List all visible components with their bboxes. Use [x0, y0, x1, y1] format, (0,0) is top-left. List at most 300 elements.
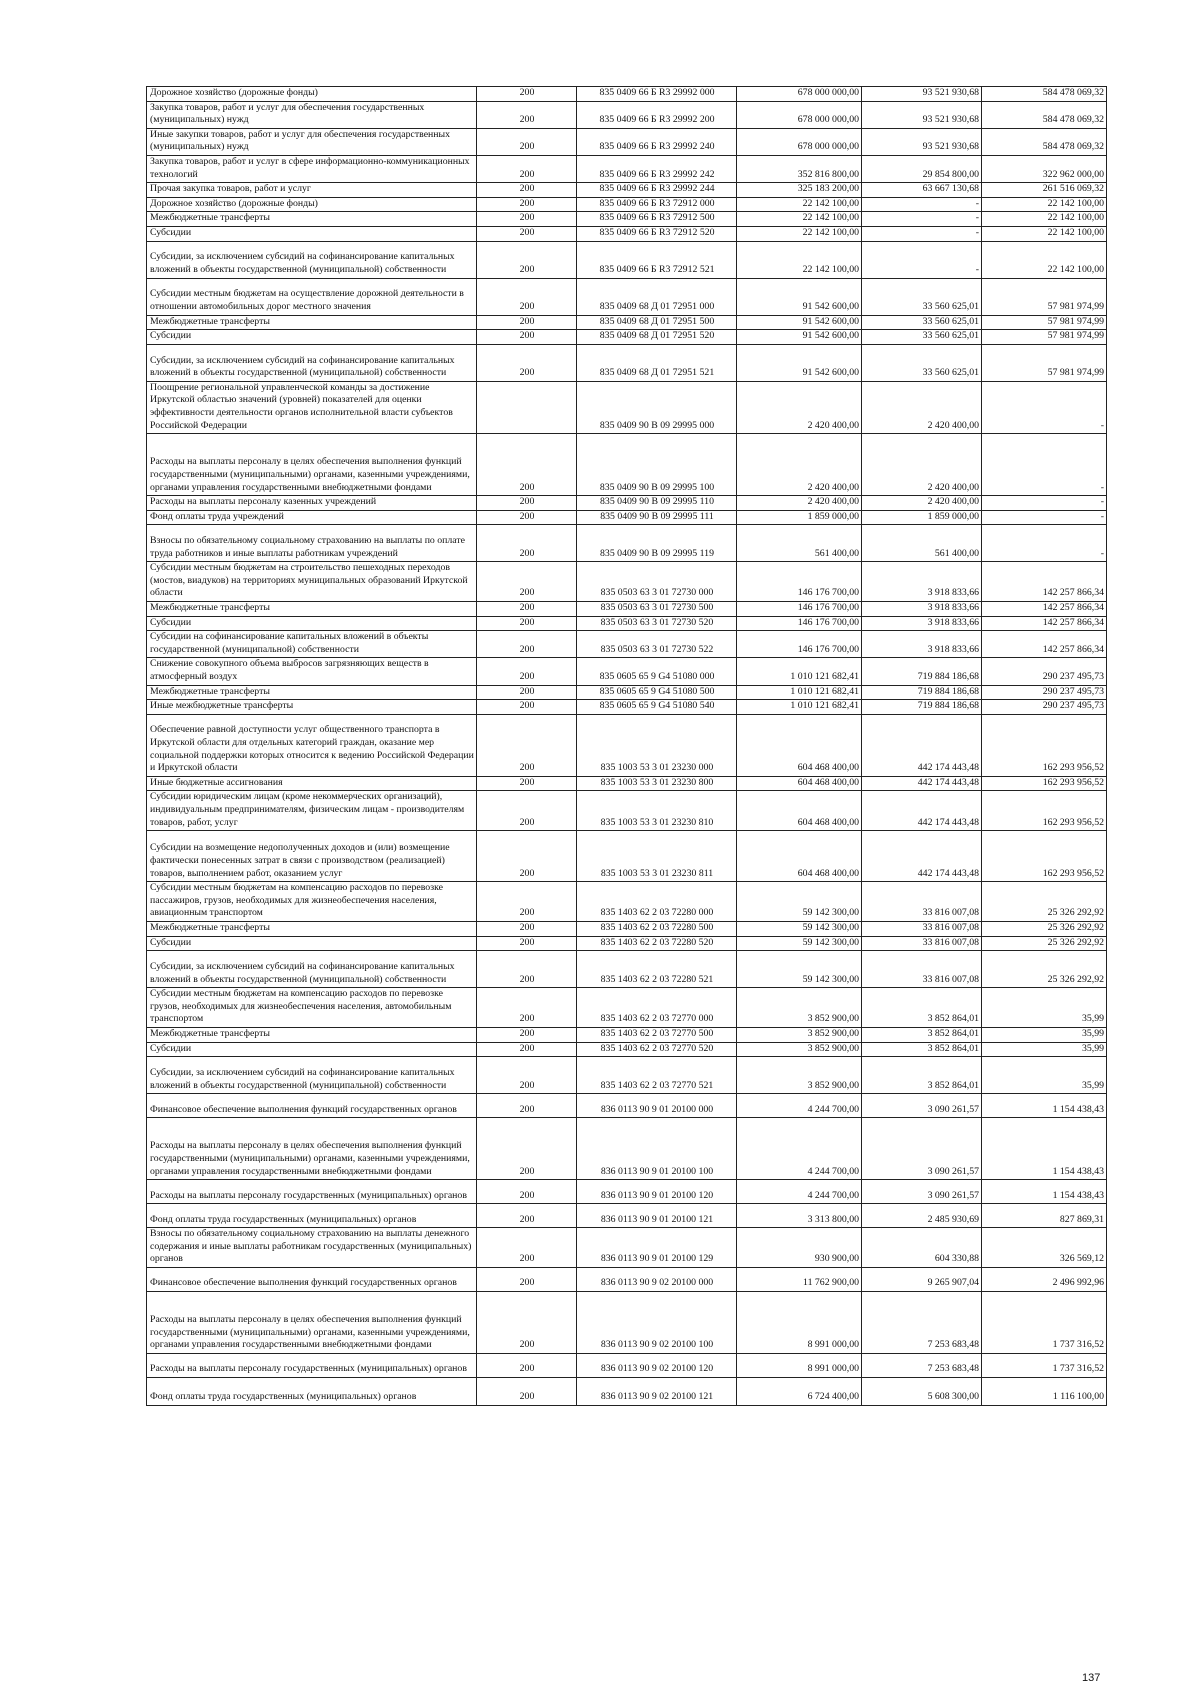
row-status-code: 200: [477, 631, 577, 658]
row-status-code: 200: [477, 936, 577, 951]
table-row: [147, 791, 1107, 831]
table-row: [147, 1180, 1107, 1204]
row-unexecuted-amount: 162 293 956,52: [982, 831, 1107, 882]
row-name: Обеспечение равной доступности услуг общественного транспорта в Иркутской области для отдельных категорий граждан, оказание мер социальной поддержки которых относится к ведению Российской Федерации и Иркутской области: [147, 714, 477, 776]
row-unexecuted-amount: 1 154 438,43: [982, 1094, 1107, 1118]
row-executed-amount: 3 852 864,01: [862, 1057, 982, 1094]
row-approved-amount: 930 900,00: [737, 1228, 862, 1268]
table-row: [147, 1204, 1107, 1228]
table-row: [147, 1291, 1107, 1353]
table-row: [147, 988, 1107, 1028]
row-budget-classification-code: 836 0113 90 9 02 20100 121: [577, 1377, 737, 1405]
row-executed-amount: 3 918 833,66: [862, 602, 982, 617]
row-executed-amount: 33 560 625,01: [862, 315, 982, 330]
row-budget-classification-code: 835 0409 90 В 09 29995 119: [577, 525, 737, 562]
row-status-code: 200: [477, 330, 577, 345]
row-approved-amount: 146 176 700,00: [737, 562, 862, 602]
row-status-code: 200: [477, 882, 577, 922]
row-name: Межбюджетные трансферты: [147, 921, 477, 936]
table-row: [147, 936, 1107, 951]
table-row: [147, 330, 1107, 345]
table-row: [147, 525, 1107, 562]
row-approved-amount: 678 000 000,00: [737, 87, 862, 102]
row-executed-amount: 3 918 833,66: [862, 616, 982, 631]
row-name: Взносы по обязательному социальному страхованию на выплаты денежного содержания и иные выплаты работникам государственных (муниципальных) органов: [147, 1228, 477, 1268]
row-unexecuted-amount: 162 293 956,52: [982, 791, 1107, 831]
row-approved-amount: 604 468 400,00: [737, 776, 862, 791]
table-row: [147, 1027, 1107, 1042]
row-name: Расходы на выплаты персоналу казенных учреждений: [147, 496, 477, 511]
row-unexecuted-amount: 22 142 100,00: [982, 197, 1107, 212]
row-executed-amount: 5 608 300,00: [862, 1377, 982, 1405]
row-name: Снижение совокупного объема выбросов загрязняющих веществ в атмосферный воздух: [147, 658, 477, 685]
row-name: Субсидии: [147, 226, 477, 241]
row-status-code: 200: [477, 101, 577, 128]
row-budget-classification-code: 835 1403 62 2 03 72280 521: [577, 951, 737, 988]
row-unexecuted-amount: 584 478 069,32: [982, 101, 1107, 128]
row-executed-amount: 719 884 186,68: [862, 658, 982, 685]
table-row: [147, 602, 1107, 617]
row-status-code: 200: [477, 510, 577, 525]
row-unexecuted-amount: 142 257 866,34: [982, 562, 1107, 602]
row-budget-classification-code: 835 0409 66 Б R3 29992 240: [577, 128, 737, 155]
row-budget-classification-code: 835 0605 65 9 G4 51080 500: [577, 685, 737, 700]
row-budget-classification-code: 836 0113 90 9 02 20100 000: [577, 1267, 737, 1291]
row-budget-classification-code: 835 0409 90 В 09 29995 100: [577, 434, 737, 496]
row-budget-classification-code: 836 0113 90 9 01 20100 129: [577, 1228, 737, 1268]
row-status-code: 200: [477, 1291, 577, 1353]
row-name: Иные межбюджетные трансферты: [147, 700, 477, 715]
row-budget-classification-code: 835 0503 63 3 01 72730 522: [577, 631, 737, 658]
row-budget-classification-code: 835 1003 53 3 01 23230 800: [577, 776, 737, 791]
row-executed-amount: 719 884 186,68: [862, 685, 982, 700]
table-row: [147, 101, 1107, 128]
row-status-code: 200: [477, 1057, 577, 1094]
row-unexecuted-amount: -: [982, 510, 1107, 525]
row-name: Расходы на выплаты персоналу в целях обеспечения выполнения функций государственными (муниципальными) органами, казенными учреждениями, органами управления государственными внебюджетными фондами: [147, 1291, 477, 1353]
row-status-code: 200: [477, 128, 577, 155]
row-budget-classification-code: 835 0409 68 Д 01 72951 500: [577, 315, 737, 330]
row-approved-amount: 91 542 600,00: [737, 330, 862, 345]
row-approved-amount: 59 142 300,00: [737, 921, 862, 936]
table-row: [147, 700, 1107, 715]
table-row: [147, 155, 1107, 182]
row-status-code: 200: [477, 1042, 577, 1057]
row-unexecuted-amount: 25 326 292,92: [982, 951, 1107, 988]
row-approved-amount: 146 176 700,00: [737, 631, 862, 658]
row-executed-amount: 3 090 261,57: [862, 1094, 982, 1118]
row-budget-classification-code: 835 1003 53 3 01 23230 811: [577, 831, 737, 882]
row-budget-classification-code: 835 0503 63 3 01 72730 500: [577, 602, 737, 617]
row-status-code: 200: [477, 700, 577, 715]
row-executed-amount: 2 420 400,00: [862, 434, 982, 496]
row-unexecuted-amount: 290 237 495,73: [982, 658, 1107, 685]
row-approved-amount: 6 724 400,00: [737, 1377, 862, 1405]
table-row: [147, 434, 1107, 496]
row-executed-amount: 3 918 833,66: [862, 562, 982, 602]
row-unexecuted-amount: 35,99: [982, 1057, 1107, 1094]
row-unexecuted-amount: 261 516 069,32: [982, 183, 1107, 198]
row-approved-amount: 59 142 300,00: [737, 951, 862, 988]
row-unexecuted-amount: 22 142 100,00: [982, 212, 1107, 227]
row-executed-amount: 9 265 907,04: [862, 1267, 982, 1291]
row-budget-classification-code: 835 0503 63 3 01 72730 000: [577, 562, 737, 602]
row-executed-amount: 93 521 930,68: [862, 101, 982, 128]
row-approved-amount: 2 420 400,00: [737, 496, 862, 511]
row-budget-classification-code: 835 0409 90 В 09 29995 000: [577, 381, 737, 433]
row-name: Дорожное хозяйство (дорожные фонды): [147, 197, 477, 212]
row-name: Прочая закупка товаров, работ и услуг: [147, 183, 477, 198]
row-executed-amount: 33 560 625,01: [862, 330, 982, 345]
row-approved-amount: 22 142 100,00: [737, 212, 862, 227]
table-row: [147, 315, 1107, 330]
row-approved-amount: 146 176 700,00: [737, 602, 862, 617]
row-name: Расходы на выплаты персоналу государственных (муниципальных) органов: [147, 1353, 477, 1377]
row-approved-amount: 604 468 400,00: [737, 791, 862, 831]
row-unexecuted-amount: 25 326 292,92: [982, 936, 1107, 951]
row-unexecuted-amount: 1 737 316,52: [982, 1353, 1107, 1377]
row-budget-classification-code: 835 1403 62 2 03 72280 500: [577, 921, 737, 936]
row-approved-amount: 22 142 100,00: [737, 197, 862, 212]
row-executed-amount: 442 174 443,48: [862, 776, 982, 791]
row-name: Финансовое обеспечение выполнения функций государственных органов: [147, 1267, 477, 1291]
table-row: [147, 1377, 1107, 1405]
row-executed-amount: 7 253 683,48: [862, 1353, 982, 1377]
row-name: Иные закупки товаров, работ и услуг для обеспечения государственных (муниципальных) нужд: [147, 128, 477, 155]
row-budget-classification-code: 835 1403 62 2 03 72770 521: [577, 1057, 737, 1094]
row-approved-amount: 604 468 400,00: [737, 714, 862, 776]
row-name: Субсидии: [147, 330, 477, 345]
row-budget-classification-code: 835 0409 66 Б R3 29992 242: [577, 155, 737, 182]
row-status-code: 200: [477, 1027, 577, 1042]
table-row: [147, 212, 1107, 227]
row-name: Расходы на выплаты персоналу государственных (муниципальных) органов: [147, 1180, 477, 1204]
row-status-code: 200: [477, 685, 577, 700]
row-name: Закупка товаров, работ и услуг в сфере информационно-коммуникационных технологий: [147, 155, 477, 182]
row-approved-amount: 22 142 100,00: [737, 241, 862, 278]
table-row: [147, 714, 1107, 776]
row-name: Дорожное хозяйство (дорожные фонды): [147, 87, 477, 102]
table-row: [147, 381, 1107, 433]
table-row: [147, 1042, 1107, 1057]
row-approved-amount: 3 852 900,00: [737, 1027, 862, 1042]
row-executed-amount: 33 816 007,08: [862, 882, 982, 922]
row-name: Межбюджетные трансферты: [147, 212, 477, 227]
row-unexecuted-amount: 35,99: [982, 1027, 1107, 1042]
row-approved-amount: 91 542 600,00: [737, 278, 862, 315]
table-row: [147, 882, 1107, 922]
row-status-code: 200: [477, 602, 577, 617]
row-unexecuted-amount: 35,99: [982, 988, 1107, 1028]
row-unexecuted-amount: 25 326 292,92: [982, 921, 1107, 936]
table-row: [147, 278, 1107, 315]
row-status-code: 200: [477, 496, 577, 511]
row-budget-classification-code: 835 0409 66 Б R3 72912 521: [577, 241, 737, 278]
row-name: Межбюджетные трансферты: [147, 602, 477, 617]
page-number: 137: [1082, 1672, 1101, 1684]
row-unexecuted-amount: -: [982, 381, 1107, 433]
row-executed-amount: -: [862, 241, 982, 278]
row-name: Субсидии местным бюджетам на осуществление дорожной деятельности в отношении автомобильных дорог местного значения: [147, 278, 477, 315]
table-row: [147, 1353, 1107, 1377]
row-status-code: 200: [477, 1228, 577, 1268]
row-name: Расходы на выплаты персоналу в целях обеспечения выполнения функций государственными (муниципальными) органами, казенными учреждениями, органами управления государственными внебюджетными фондами: [147, 434, 477, 496]
row-executed-amount: 2 420 400,00: [862, 381, 982, 433]
row-executed-amount: 33 816 007,08: [862, 936, 982, 951]
row-approved-amount: 4 244 700,00: [737, 1118, 862, 1180]
row-unexecuted-amount: 57 981 974,99: [982, 278, 1107, 315]
row-name: Субсидии, за исключением субсидий на софинансирование капитальных вложений в объекты государственной (муниципальной) собственности: [147, 951, 477, 988]
row-name: Фонд оплаты труда государственных (муниципальных) органов: [147, 1204, 477, 1228]
row-unexecuted-amount: 584 478 069,32: [982, 128, 1107, 155]
table-row: [147, 226, 1107, 241]
table-row: [147, 831, 1107, 882]
row-budget-classification-code: 835 1403 62 2 03 72770 000: [577, 988, 737, 1028]
row-executed-amount: 719 884 186,68: [862, 700, 982, 715]
row-name: Субсидии, за исключением субсидий на софинансирование капитальных вложений в объекты государственной (муниципальной) собственности: [147, 344, 477, 381]
row-status-code: 200: [477, 1267, 577, 1291]
table-row: [147, 496, 1107, 511]
row-unexecuted-amount: 57 981 974,99: [982, 344, 1107, 381]
row-approved-amount: 146 176 700,00: [737, 616, 862, 631]
table-row: [147, 1118, 1107, 1180]
row-approved-amount: 91 542 600,00: [737, 344, 862, 381]
row-status-code: 200: [477, 831, 577, 882]
row-name: Межбюджетные трансферты: [147, 1027, 477, 1042]
row-approved-amount: 3 852 900,00: [737, 988, 862, 1028]
row-approved-amount: 678 000 000,00: [737, 128, 862, 155]
row-approved-amount: 1 010 121 682,41: [737, 700, 862, 715]
row-name: Финансовое обеспечение выполнения функций государственных органов: [147, 1094, 477, 1118]
table-row: [147, 128, 1107, 155]
row-name: Межбюджетные трансферты: [147, 685, 477, 700]
row-budget-classification-code: 835 0409 66 Б R3 29992 244: [577, 183, 737, 198]
table-row: [147, 776, 1107, 791]
row-executed-amount: -: [862, 212, 982, 227]
row-unexecuted-amount: 584 478 069,32: [982, 87, 1107, 102]
row-approved-amount: 3 852 900,00: [737, 1057, 862, 1094]
row-status-code: 200: [477, 921, 577, 936]
row-executed-amount: 3 090 261,57: [862, 1180, 982, 1204]
row-unexecuted-amount: 322 962 000,00: [982, 155, 1107, 182]
row-approved-amount: 59 142 300,00: [737, 882, 862, 922]
row-approved-amount: 59 142 300,00: [737, 936, 862, 951]
row-budget-classification-code: 835 1403 62 2 03 72770 500: [577, 1027, 737, 1042]
row-status-code: 200: [477, 241, 577, 278]
table-row: [147, 685, 1107, 700]
row-budget-classification-code: 835 0409 66 Б R3 72912 000: [577, 197, 737, 212]
row-approved-amount: 2 420 400,00: [737, 381, 862, 433]
table-row: [147, 951, 1107, 988]
row-unexecuted-amount: 1 154 438,43: [982, 1118, 1107, 1180]
table-row: [147, 1267, 1107, 1291]
row-status-code: 200: [477, 791, 577, 831]
row-unexecuted-amount: 57 981 974,99: [982, 330, 1107, 345]
row-budget-classification-code: 836 0113 90 9 02 20100 100: [577, 1291, 737, 1353]
row-status-code: 200: [477, 212, 577, 227]
row-executed-amount: 3 852 864,01: [862, 1042, 982, 1057]
row-budget-classification-code: 836 0113 90 9 01 20100 000: [577, 1094, 737, 1118]
row-unexecuted-amount: -: [982, 434, 1107, 496]
row-approved-amount: 22 142 100,00: [737, 226, 862, 241]
row-budget-classification-code: 835 1003 53 3 01 23230 810: [577, 791, 737, 831]
row-unexecuted-amount: 162 293 956,52: [982, 776, 1107, 791]
table-row: [147, 183, 1107, 198]
row-executed-amount: 442 174 443,48: [862, 791, 982, 831]
row-status-code: 200: [477, 315, 577, 330]
row-executed-amount: 442 174 443,48: [862, 831, 982, 882]
row-approved-amount: 2 420 400,00: [737, 434, 862, 496]
row-approved-amount: 8 991 000,00: [737, 1291, 862, 1353]
row-unexecuted-amount: 142 257 866,34: [982, 631, 1107, 658]
row-name: Межбюджетные трансферты: [147, 315, 477, 330]
row-unexecuted-amount: 2 496 992,96: [982, 1267, 1107, 1291]
row-status-code: 200: [477, 155, 577, 182]
row-budget-classification-code: 836 0113 90 9 01 20100 100: [577, 1118, 737, 1180]
row-name: Субсидии юридическим лицам (кроме некоммерческих организаций), индивидуальным предпринимателям, физическим лицам - производителям товаров, работ, услуг: [147, 791, 477, 831]
row-name: Субсидии местным бюджетам на строительство пешеходных переходов (мостов, виадуков) на территориях муниципальных образований Иркутской области: [147, 562, 477, 602]
row-status-code: [477, 381, 577, 433]
row-status-code: 200: [477, 1180, 577, 1204]
row-status-code: 200: [477, 776, 577, 791]
table-row: [147, 562, 1107, 602]
row-approved-amount: 678 000 000,00: [737, 101, 862, 128]
budget-execution-table: [146, 86, 1107, 1406]
row-status-code: 200: [477, 562, 577, 602]
row-approved-amount: 1 010 121 682,41: [737, 685, 862, 700]
row-executed-amount: 29 854 800,00: [862, 155, 982, 182]
row-status-code: 200: [477, 1353, 577, 1377]
row-status-code: 200: [477, 434, 577, 496]
row-approved-amount: 3 313 800,00: [737, 1204, 862, 1228]
row-approved-amount: 8 991 000,00: [737, 1353, 862, 1377]
row-budget-classification-code: 835 0409 90 В 09 29995 110: [577, 496, 737, 511]
row-name: Иные бюджетные ассигнования: [147, 776, 477, 791]
row-unexecuted-amount: 22 142 100,00: [982, 226, 1107, 241]
row-name: Субсидии, за исключением субсидий на софинансирование капитальных вложений в объекты государственной (муниципальной) собственности: [147, 1057, 477, 1094]
row-name: Субсидии на возмещение недополученных доходов и (или) возмещение фактически понесенных затрат в связи с производством (реализацией) товаров, выполнением работ, оказанием услуг: [147, 831, 477, 882]
row-unexecuted-amount: 326 569,12: [982, 1228, 1107, 1268]
row-status-code: 200: [477, 658, 577, 685]
row-executed-amount: 33 816 007,08: [862, 951, 982, 988]
row-unexecuted-amount: 35,99: [982, 1042, 1107, 1057]
table-row: [147, 631, 1107, 658]
row-budget-classification-code: 835 1003 53 3 01 23230 000: [577, 714, 737, 776]
row-status-code: 200: [477, 951, 577, 988]
row-status-code: 200: [477, 616, 577, 631]
row-status-code: 200: [477, 714, 577, 776]
row-name: Субсидии местным бюджетам на компенсацию расходов по перевозке грузов, необходимых для жизнеобеспечения населения, автомобильным транспортом: [147, 988, 477, 1028]
row-budget-classification-code: 835 0409 68 Д 01 72951 000: [577, 278, 737, 315]
row-executed-amount: 604 330,88: [862, 1228, 982, 1268]
row-unexecuted-amount: -: [982, 496, 1107, 511]
row-executed-amount: 63 667 130,68: [862, 183, 982, 198]
row-name: Фонд оплаты труда государственных (муниципальных) органов: [147, 1377, 477, 1405]
row-name: Субсидии на софинансирование капитальных вложений в объекты государственной (муниципальной) собственности: [147, 631, 477, 658]
row-unexecuted-amount: 1 737 316,52: [982, 1291, 1107, 1353]
row-budget-classification-code: 835 0409 68 Д 01 72951 520: [577, 330, 737, 345]
row-status-code: 200: [477, 183, 577, 198]
row-unexecuted-amount: 25 326 292,92: [982, 882, 1107, 922]
row-budget-classification-code: 835 0409 66 Б R3 29992 200: [577, 101, 737, 128]
table-row: [147, 1094, 1107, 1118]
row-budget-classification-code: 835 0409 66 Б R3 29992 000: [577, 87, 737, 102]
table-row: [147, 510, 1107, 525]
row-budget-classification-code: 835 0409 66 Б R3 72912 520: [577, 226, 737, 241]
row-approved-amount: 1 859 000,00: [737, 510, 862, 525]
row-unexecuted-amount: 22 142 100,00: [982, 241, 1107, 278]
row-approved-amount: 4 244 700,00: [737, 1094, 862, 1118]
row-executed-amount: 3 852 864,01: [862, 988, 982, 1028]
row-status-code: 200: [477, 988, 577, 1028]
row-name: Субсидии, за исключением субсидий на софинансирование капитальных вложений в объекты государственной (муниципальной) собственности: [147, 241, 477, 278]
row-status-code: 200: [477, 278, 577, 315]
row-name: Фонд оплаты труда учреждений: [147, 510, 477, 525]
row-budget-classification-code: 835 1403 62 2 03 72770 520: [577, 1042, 737, 1057]
row-status-code: 200: [477, 1377, 577, 1405]
row-executed-amount: -: [862, 197, 982, 212]
row-name: Субсидии: [147, 616, 477, 631]
row-executed-amount: 33 816 007,08: [862, 921, 982, 936]
row-executed-amount: 3 918 833,66: [862, 631, 982, 658]
row-budget-classification-code: 835 0605 65 9 G4 51080 000: [577, 658, 737, 685]
row-executed-amount: 3 090 261,57: [862, 1118, 982, 1180]
row-executed-amount: 93 521 930,68: [862, 87, 982, 102]
row-status-code: 200: [477, 1204, 577, 1228]
row-approved-amount: 561 400,00: [737, 525, 862, 562]
row-name: Закупка товаров, работ и услуг для обеспечения государственных (муниципальных) нужд: [147, 101, 477, 128]
row-unexecuted-amount: 827 869,31: [982, 1204, 1107, 1228]
row-unexecuted-amount: 290 237 495,73: [982, 700, 1107, 715]
row-executed-amount: 7 253 683,48: [862, 1291, 982, 1353]
row-budget-classification-code: 836 0113 90 9 02 20100 120: [577, 1353, 737, 1377]
row-budget-classification-code: 835 0409 90 В 09 29995 111: [577, 510, 737, 525]
row-approved-amount: 11 762 900,00: [737, 1267, 862, 1291]
row-unexecuted-amount: 1 154 438,43: [982, 1180, 1107, 1204]
row-unexecuted-amount: 57 981 974,99: [982, 315, 1107, 330]
table-row: [147, 87, 1107, 102]
row-executed-amount: 2 485 930,69: [862, 1204, 982, 1228]
table-row: [147, 1228, 1107, 1268]
table-row: [147, 1057, 1107, 1094]
table-row: [147, 197, 1107, 212]
row-approved-amount: 3 852 900,00: [737, 1042, 862, 1057]
row-budget-classification-code: 835 1403 62 2 03 72280 000: [577, 882, 737, 922]
table-row: [147, 921, 1107, 936]
row-approved-amount: 325 183 200,00: [737, 183, 862, 198]
row-budget-classification-code: 835 1403 62 2 03 72280 520: [577, 936, 737, 951]
row-executed-amount: -: [862, 226, 982, 241]
row-status-code: 200: [477, 87, 577, 102]
row-executed-amount: 93 521 930,68: [862, 128, 982, 155]
row-status-code: 200: [477, 344, 577, 381]
row-approved-amount: 4 244 700,00: [737, 1180, 862, 1204]
table-row: [147, 344, 1107, 381]
row-executed-amount: 3 852 864,01: [862, 1027, 982, 1042]
row-executed-amount: 1 859 000,00: [862, 510, 982, 525]
row-unexecuted-amount: 162 293 956,52: [982, 714, 1107, 776]
row-approved-amount: 1 010 121 682,41: [737, 658, 862, 685]
row-unexecuted-amount: -: [982, 525, 1107, 562]
row-unexecuted-amount: 1 116 100,00: [982, 1377, 1107, 1405]
row-approved-amount: 604 468 400,00: [737, 831, 862, 882]
row-approved-amount: 352 816 800,00: [737, 155, 862, 182]
table-body: [147, 87, 1107, 1406]
row-budget-classification-code: 835 0605 65 9 G4 51080 540: [577, 700, 737, 715]
row-name: Поощрение региональной управленческой команды за достижение Иркутской областью значений (уровней) показателей для оценки эффективности деятельности органов исполнительной власти субъектов Российской Федерации: [147, 381, 477, 433]
row-unexecuted-amount: 142 257 866,34: [982, 616, 1107, 631]
row-name: Расходы на выплаты персоналу в целях обеспечения выполнения функций государственными (муниципальными) органами, казенными учреждениями, органами управления государственными внебюджетными фондами: [147, 1118, 477, 1180]
